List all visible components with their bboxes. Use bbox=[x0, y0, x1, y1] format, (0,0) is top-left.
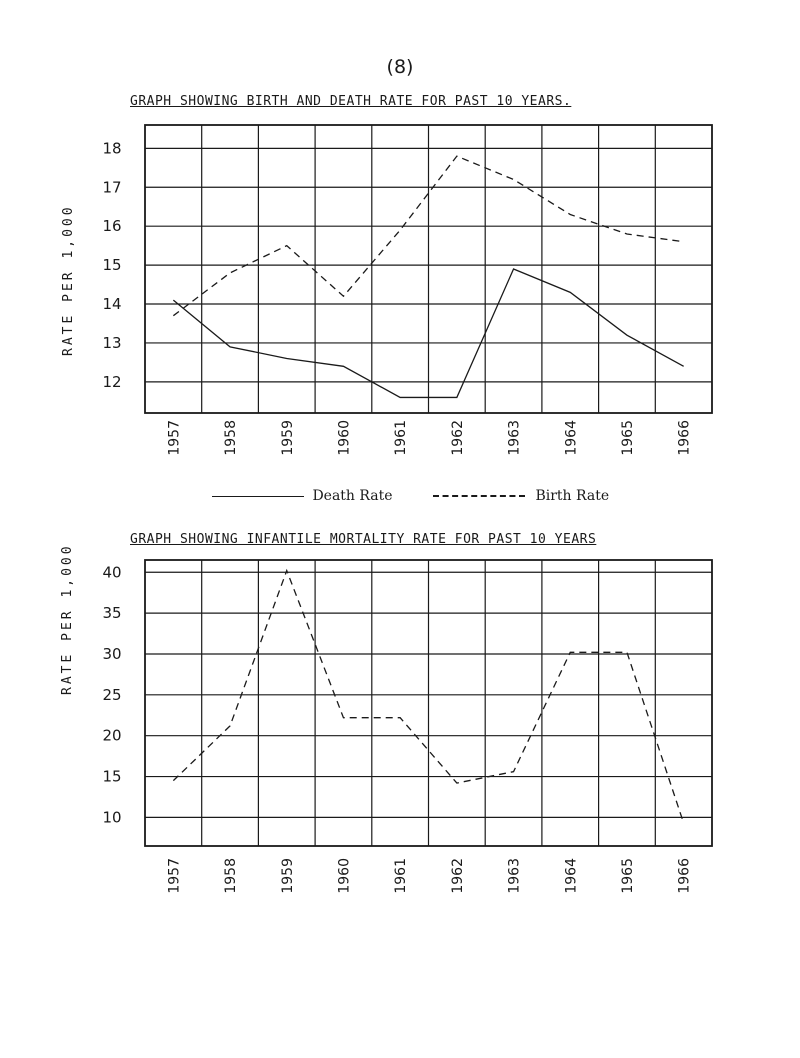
y-axis-label-infant-mortality: RATE PER 1,000 bbox=[60, 543, 75, 695]
chart-title-infant-mortality: GRAPH SHOWING INFANTILE MORTALITY RATE FOR PAST 10 YEARS bbox=[130, 532, 597, 547]
legend-birth-rate-label: Birth Rate bbox=[535, 488, 610, 504]
y-tick-label: 12 bbox=[102, 372, 122, 391]
chart-2 bbox=[102, 560, 712, 894]
x-tick-label: 1958 bbox=[223, 420, 240, 456]
x-tick-label: 1962 bbox=[449, 420, 466, 456]
x-tick-label: 1965 bbox=[619, 858, 636, 894]
y-tick-label: 35 bbox=[102, 604, 122, 623]
x-tick-label: 1957 bbox=[166, 858, 183, 894]
chart-title-birth-death: GRAPH SHOWING BIRTH AND DEATH RATE FOR PAST 10 YEARS. bbox=[130, 94, 572, 109]
x-tick-label: 1966 bbox=[676, 858, 693, 894]
y-tick-label: 17 bbox=[102, 178, 122, 197]
x-tick-label: 1960 bbox=[336, 420, 353, 456]
x-tick-label: 1964 bbox=[563, 420, 580, 456]
y-tick-label: 40 bbox=[102, 563, 122, 582]
y-tick-label: 15 bbox=[102, 767, 122, 786]
y-tick-label: 20 bbox=[102, 726, 122, 745]
x-tick-label: 1961 bbox=[393, 420, 410, 456]
x-tick-label: 1961 bbox=[393, 858, 410, 894]
x-tick-label: 1963 bbox=[506, 858, 523, 894]
y-tick-label: 25 bbox=[102, 685, 122, 704]
y-tick-label: 14 bbox=[102, 295, 122, 314]
y-tick-label: 15 bbox=[102, 256, 122, 275]
x-tick-label: 1959 bbox=[279, 420, 296, 456]
x-tick-label: 1966 bbox=[676, 420, 693, 456]
y-tick-label: 30 bbox=[102, 644, 122, 663]
x-tick-label: 1962 bbox=[449, 858, 466, 894]
y-tick-label: 18 bbox=[102, 139, 122, 158]
chart-1 bbox=[102, 125, 712, 456]
x-tick-label: 1957 bbox=[166, 420, 183, 456]
x-tick-label: 1958 bbox=[223, 858, 240, 894]
x-tick-label: 1965 bbox=[619, 420, 636, 456]
y-tick-label: 16 bbox=[102, 217, 122, 236]
x-tick-label: 1959 bbox=[279, 858, 296, 894]
x-tick-label: 1960 bbox=[336, 858, 353, 894]
page-number: (8) bbox=[386, 56, 414, 78]
y-tick-label: 13 bbox=[102, 333, 122, 352]
x-tick-label: 1964 bbox=[563, 858, 580, 894]
x-tick-label: 1963 bbox=[506, 420, 523, 456]
y-axis-label-birth-death: RATE PER 1,000 bbox=[61, 204, 76, 356]
y-tick-label: 10 bbox=[102, 808, 122, 827]
legend-death-rate-label: Death Rate bbox=[312, 488, 393, 504]
